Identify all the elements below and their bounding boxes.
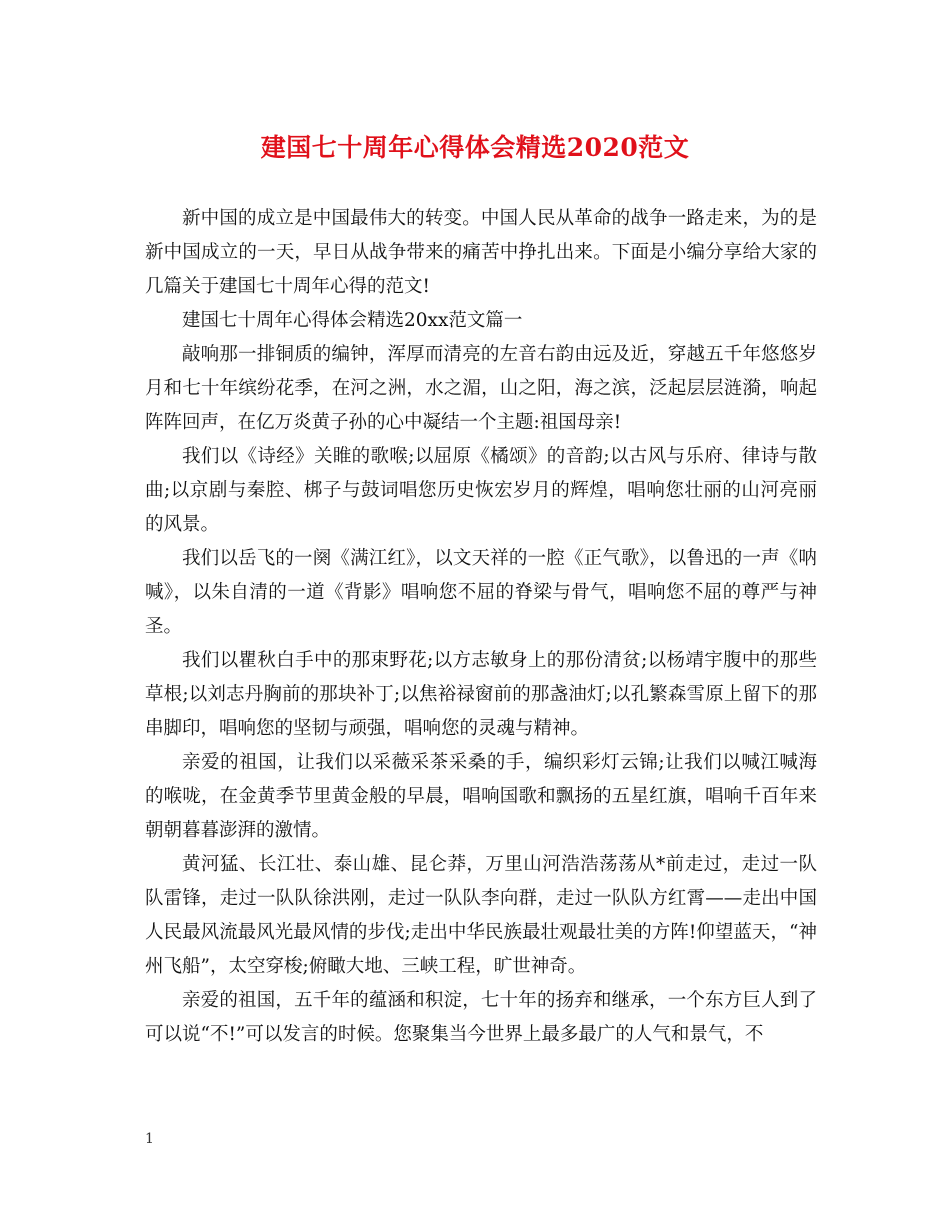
- paragraph: 我们以岳飞的一阕《满江红》，以文天祥的一腔《正气歌》，以鲁迅的一声《呐喊》，以朱自清的一道《背影》唱响您不屈的脊梁与骨气，唱响您不屈的尊严与神圣。: [145, 548, 817, 637]
- paragraph: 我们以《诗经》关睢的歌喉;以屈原《橘颂》的音韵;以古风与乐府、律诗与散曲;以京剧与秦腔、梆子与鼓词唱您历史恢宏岁月的辉煌，唱响您壮丽的山河亮丽的风景。: [145, 446, 817, 535]
- paragraph: 黄河猛、长江壮、泰山雄、昆仑莽，万里山河浩浩荡荡从*前走过，走过一队队雷锋，走过一队队徐洪刚，走过一队队李向群，走过一队队方红霄——走出中国人民最风流最风光最风情的步伐;走出中华民族最壮观最壮美的方阵!仰望蓝天，“神州飞船”，太空穿梭;俯瞰大地、三峡工程，旷世神奇。: [145, 854, 817, 977]
- paragraph: 亲爱的祖国，让我们以采薇采茶采桑的手，编织彩灯云锦;让我们以喊江喊海的喉咙，在金黄季节里黄金般的早晨，唱响国歌和飘扬的五星红旗，唱响千百年来朝朝暮暮澎湃的激情。: [145, 752, 817, 841]
- paragraph: 亲爱的祖国，五千年的蕴涵和积淀，七十年的扬弃和继承，一个东方巨人到了可以说“不!”可以发言的时候。您聚集当今世界上最多最广的人气和景气，不: [145, 990, 817, 1045]
- paragraph: 敲响那一排铜质的编钟，浑厚而清亮的左音右韵由远及近，穿越五千年悠悠岁月和七十年缤纷花季，在河之洲，水之湄，山之阳，海之滨，泛起层层涟漪，响起阵阵回声，在亿万炎黄子孙的心中凝结一个主题:祖国母亲!: [145, 344, 817, 433]
- paragraph: 我们以瞿秋白手中的那束野花;以方志敏身上的那份清贫;以杨靖宇腹中的那些草根;以刘志丹胸前的那块补丁;以焦裕禄窗前的那盏油灯;以孔繁森雪原上留下的那串脚印，唱响您的坚韧与顽强，唱响您的灵魂与精神。: [145, 650, 817, 739]
- document-title: 建国七十周年心得体会精选2020范文: [260, 133, 690, 162]
- paragraph-intro: 新中国的成立是中国最伟大的转变。中国人民从革命的战争一路走来，为的是新中国成立的一天，早日从战争带来的痛苦中挣扎出来。下面是小编分享给大家的几篇关于建国七十周年心得的范文!: [145, 208, 817, 297]
- page-number: 1: [145, 1131, 154, 1147]
- section-heading: 建国七十周年心得体会精选20xx范文篇一: [182, 310, 523, 331]
- document-body: [145, 202, 817, 1052]
